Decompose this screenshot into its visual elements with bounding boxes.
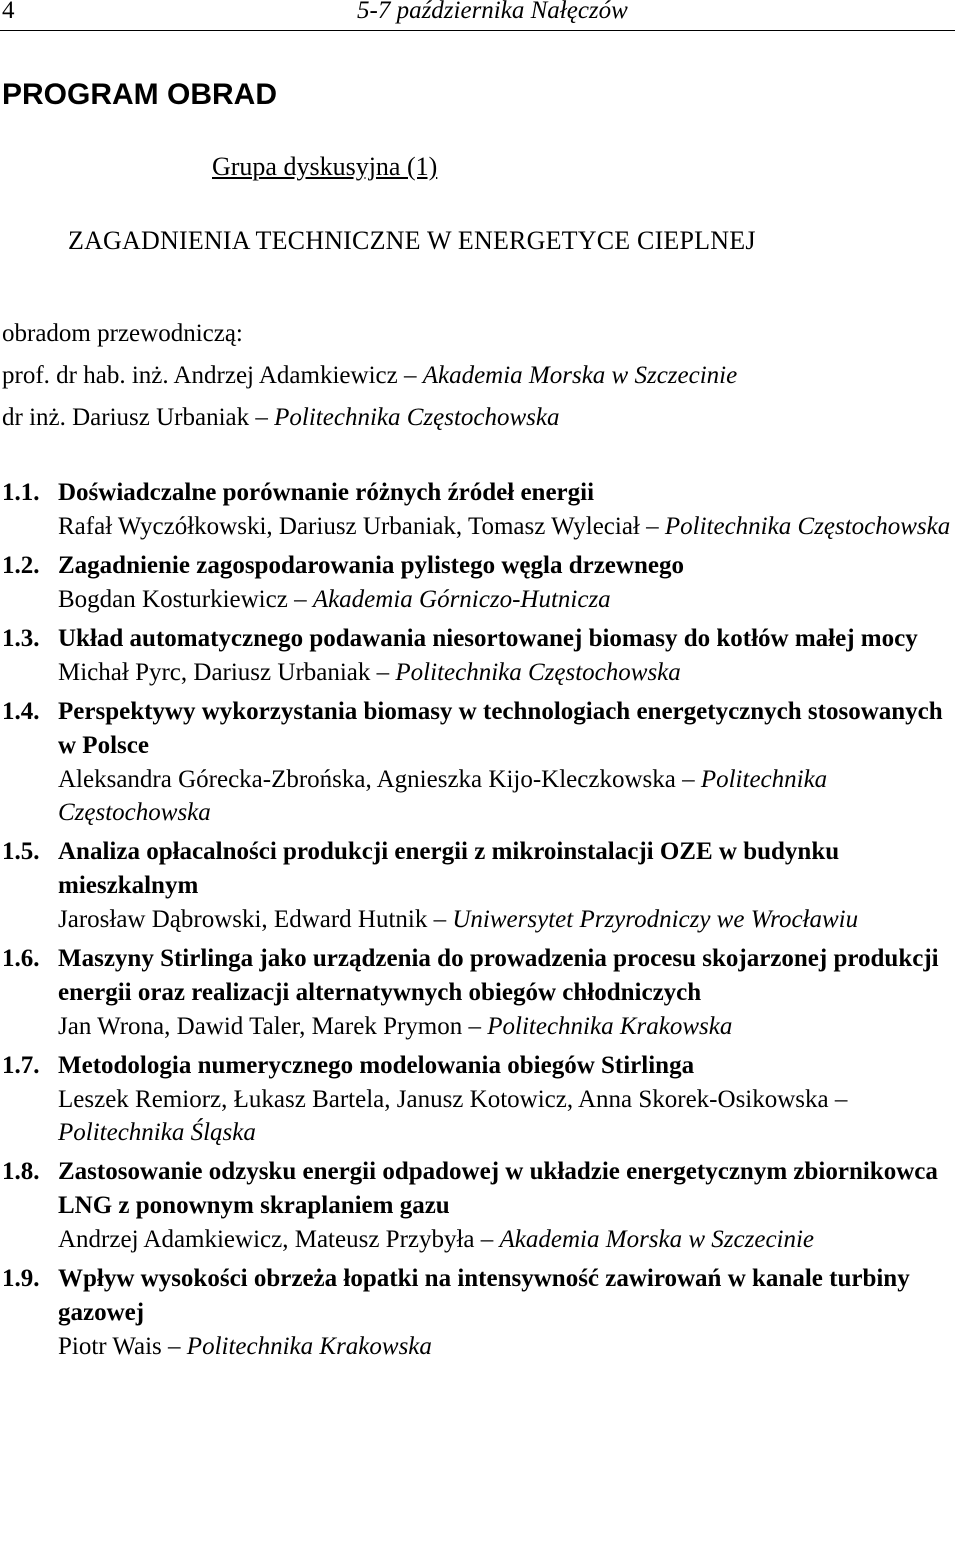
author-affiliation: Politechnika Częstochowska	[395, 659, 681, 686]
author-affiliation: Akademia Górniczo-Hutnicza	[312, 586, 611, 613]
session-item	[2, 695, 952, 829]
program-title: PROGRAM OBRAD	[2, 78, 277, 111]
author-affiliation: Politechnika Częstochowska	[58, 766, 828, 826]
session-authors: Andrzej Adamkiewicz, Mateusz Przybyła – Akademia Morska w Szczecinie	[58, 1226, 815, 1253]
session-title: Maszyny Stirlinga jako urządzenia do prowadzenia procesu skojarzonej produkcji energii oraz realizacji alternatywnych obiegów chłodniczych	[58, 945, 939, 1006]
chair-affiliation: Politechnika Częstochowska	[274, 404, 560, 431]
group-title: Grupa dyskusyjna (1)	[212, 152, 438, 181]
section-title: ZAGADNIENIA TECHNICZNE W ENERGETYCE CIEPLNEJ	[68, 226, 756, 255]
session-title: Układ automatycznego podawania niesortowanej biomasy do kotłów małej mocy	[58, 625, 918, 652]
session-authors: Jan Wrona, Dawid Taler, Marek Prymon – Politechnika Krakowska	[58, 1013, 733, 1040]
author-names: Jarosław Dąbrowski, Edward Hutnik	[58, 906, 428, 933]
running-head: 5-7 października Nałęczów	[357, 0, 628, 24]
session-title: Zastosowanie odzysku energii odpadowej w układzie energetycznym zbiornikowca LNG z ponownym skraplaniem gazu	[58, 1158, 938, 1219]
session-item	[2, 476, 952, 543]
chair-name: prof. dr hab. inż. Andrzej Adamkiewicz	[2, 362, 398, 389]
author-names: Rafał Wyczółkowski, Dariusz Urbaniak, Tomasz Wyleciał	[58, 513, 640, 540]
session-item	[2, 622, 952, 689]
session-title: Wpływ wysokości obrzeża łopatki na intensywność zawirowań w kanale turbiny gazowej	[58, 1265, 910, 1326]
session-authors: Jarosław Dąbrowski, Edward Hutnik – Uniwersytet Przyrodniczy we Wrocławiu	[58, 906, 859, 933]
session-title: Metodologia numerycznego modelowania obiegów Stirlinga	[58, 1052, 695, 1079]
author-names: Andrzej Adamkiewicz, Mateusz Przybyła	[58, 1226, 475, 1253]
page-header	[0, 0, 955, 31]
session-number: 1.8.	[2, 1158, 40, 1185]
session-authors: Bogdan Kosturkiewicz – Akademia Górniczo-Hutnicza	[58, 586, 611, 613]
author-affiliation: Politechnika Śląska	[58, 1119, 256, 1146]
session-item	[2, 549, 952, 616]
session-title: Analiza opłacalności produkcji energii z mikroinstalacji OZE w budynku mieszkalnym	[58, 838, 840, 899]
session-list	[2, 476, 952, 1369]
session-number: 1.3.	[2, 625, 40, 652]
author-affiliation: Politechnika Krakowska	[487, 1013, 733, 1040]
session-number: 1.6.	[2, 945, 40, 972]
author-names: Michał Pyrc, Dariusz Urbaniak	[58, 659, 371, 686]
session-authors: Leszek Remiorz, Łukasz Bartela, Janusz Kotowicz, Anna Skorek-Osikowska – Politechnika Śląska	[58, 1086, 848, 1146]
session-number: 1.4.	[2, 698, 40, 725]
session-item	[2, 835, 952, 936]
author-names: Piotr Wais	[58, 1333, 162, 1360]
chair-name: dr inż. Dariusz Urbaniak	[2, 404, 250, 431]
session-item	[2, 1262, 952, 1363]
chairs-intro: obradom przewodniczą:	[2, 320, 243, 347]
session-title: Doświadczalne porównanie różnych źródeł energii	[58, 479, 595, 506]
session-title: Perspektywy wykorzystania biomasy w technologiach energetycznych stosowanych w Polsce	[58, 698, 943, 759]
author-names: Leszek Remiorz, Łukasz Bartela, Janusz Kotowicz, Anna Skorek-Osikowska	[58, 1086, 829, 1113]
session-authors: Piotr Wais – Politechnika Krakowska	[58, 1333, 432, 1360]
author-affiliation: Politechnika Częstochowska	[664, 513, 951, 540]
session-authors: Rafał Wyczółkowski, Dariusz Urbaniak, Tomasz Wyleciał – Politechnika Częstochowska	[58, 513, 951, 540]
session-number: 1.7.	[2, 1052, 40, 1079]
chairs-block	[2, 313, 737, 439]
author-names: Bogdan Kosturkiewicz	[58, 586, 288, 613]
chair-line: dr inż. Dariusz Urbaniak – Politechnika Częstochowska	[2, 404, 560, 431]
author-affiliation: Uniwersytet Przyrodniczy we Wrocławiu	[452, 906, 859, 933]
page-number: 4	[2, 0, 15, 24]
chair-affiliation: Akademia Morska w Szczecinie	[422, 362, 738, 389]
session-number: 1.5.	[2, 838, 40, 865]
session-title: Zagadnienie zagospodarowania pylistego węgla drzewnego	[58, 552, 684, 579]
session-item	[2, 1049, 952, 1149]
session-number: 1.2.	[2, 552, 40, 579]
chair-line: prof. dr hab. inż. Andrzej Adamkiewicz – Akademia Morska w Szczecinie	[2, 362, 738, 389]
session-item	[2, 1155, 952, 1256]
session-number: 1.9.	[2, 1265, 40, 1292]
session-item	[2, 942, 952, 1043]
author-names: Jan Wrona, Dawid Taler, Marek Prymon	[58, 1013, 463, 1040]
session-authors: Aleksandra Górecka-Zbrońska, Agnieszka Kijo-Kleczkowska – Politechnika Częstochowska	[58, 766, 828, 826]
author-affiliation: Politechnika Krakowska	[186, 1333, 432, 1360]
author-names: Aleksandra Górecka-Zbrońska, Agnieszka Kijo-Kleczkowska	[58, 766, 676, 793]
session-number: 1.1.	[2, 479, 40, 506]
session-authors: Michał Pyrc, Dariusz Urbaniak – Politechnika Częstochowska	[58, 659, 681, 686]
author-affiliation: Akademia Morska w Szczecinie	[499, 1226, 815, 1253]
